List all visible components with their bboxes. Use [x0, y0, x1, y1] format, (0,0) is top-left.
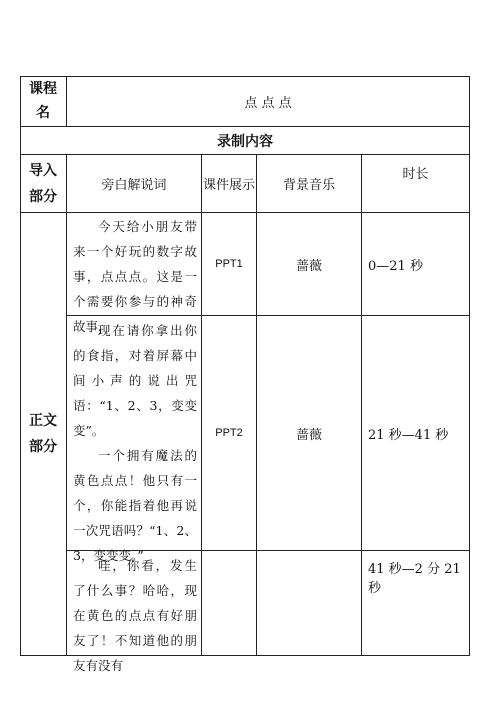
courseware-cell: PPT2: [215, 427, 243, 439]
duration-cell: 0—21 秒: [368, 258, 423, 274]
narration-paragraph: 现在请你拿出你的食指，对着屏幕中间小声的说出咒语：“1、2、3，变变变”。: [73, 323, 197, 438]
course-name-label-line1: 课程: [29, 81, 57, 97]
narration-cell: [67, 553, 201, 673]
part-header-line2: 部分: [29, 188, 57, 205]
course-name-label: [20, 76, 66, 126]
course-name-value: 点 点 点: [244, 95, 292, 111]
part-header-line1: 导入: [29, 162, 57, 179]
music-cell: [257, 551, 361, 655]
column-border: [469, 76, 470, 656]
courseware-cell: PPT1: [215, 258, 243, 270]
duration-header: 时长: [402, 167, 429, 182]
section-title: 录制内容: [217, 133, 273, 150]
courseware-header: 课件展示: [202, 178, 255, 193]
music-header: 背景音乐: [282, 178, 335, 193]
duration-cell: 21 秒—41 秒: [368, 427, 449, 443]
narration-paragraph: 今天给小朋友带来一个好玩的数字故事，点点点。这是一个需要你参与的神奇故事，: [73, 219, 197, 334]
music-cell: 蔷薇: [295, 258, 322, 274]
body-part-label-line2: 部分: [29, 439, 57, 455]
courseware-cell: [202, 551, 256, 655]
narration-header: 旁白解说词: [101, 178, 167, 193]
duration-cell: 41 秒—2 分 21 秒: [368, 562, 461, 596]
body-part-label: [20, 213, 66, 655]
narration-paragraph: 一个拥有魔法的黄色点点！他只有一个，你能指着他再说一次咒语吗？“1、2、3，变变变。”: [73, 448, 197, 563]
music-cell: 蔷薇: [295, 427, 322, 443]
narration-cell: [67, 318, 201, 563]
course-name-label-line2: 名: [36, 105, 50, 121]
part-header: [20, 155, 66, 212]
narration-cell: [67, 214, 201, 334]
body-part-label-line1: 正文: [29, 413, 57, 429]
course-table: [20, 76, 470, 673]
narration-paragraph: 哇，你看，发生了什么事？哈哈，现在黄色的点点有好朋友了！不知道他的朋友有没有: [73, 558, 197, 673]
